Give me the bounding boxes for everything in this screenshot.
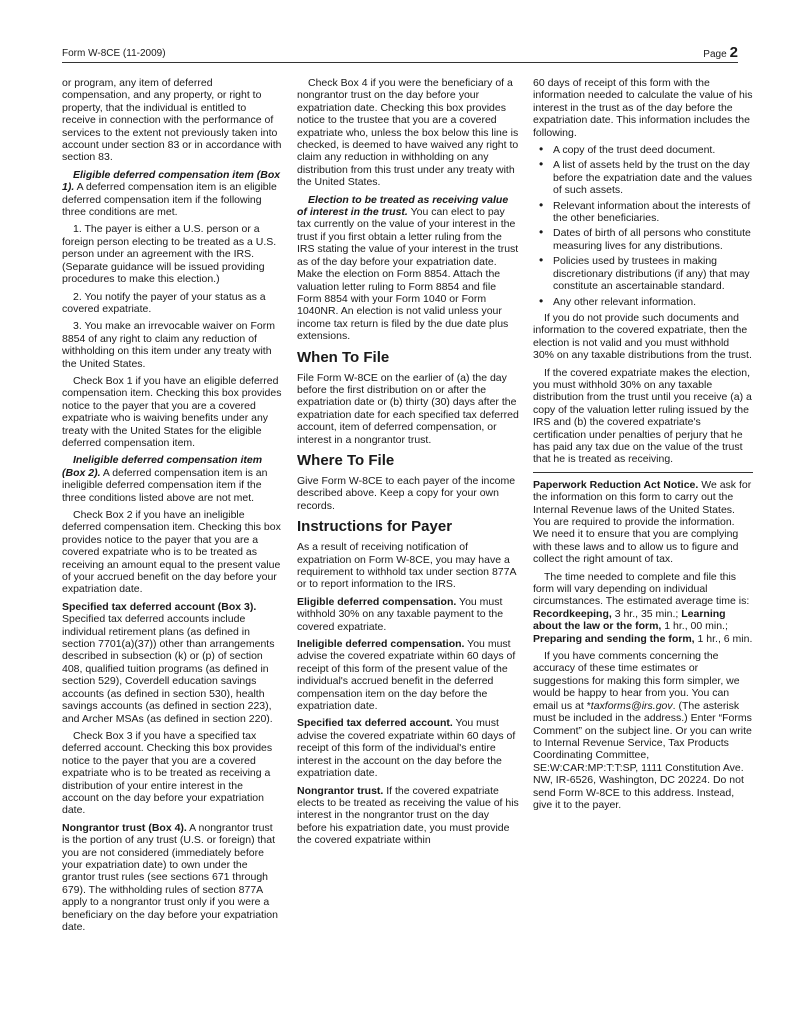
- paragraph: 1. The payer is either a U.S. person or a foreign person electing to be treated as a U.S. person under an agreement with the IRS. (Separate guidance will be issued providing procedures to make this election.): [62, 223, 277, 286]
- subheading: Paperwork Reduction Act Notice.: [533, 478, 699, 491]
- subheading: Ineligible deferred compensation item (Box 2).: [62, 454, 263, 479]
- paragraph: Specified tax deferred account. You must advise the covered expatriate within 60 days of receipt of this form of the individual's entire interest in the account on the day before the expatriation date.: [297, 717, 516, 780]
- paragraph: Eligible deferred compensation. You must withhold 30% on any taxable payment to the covered expatriate.: [297, 595, 504, 633]
- paragraph: If you have comments concerning the accuracy of these time estimates or suggestions for making this form simpler, we would be happy to hear from you. You can email us at *taxforms@irs.gov. (The asterisk must be included in the address.) Enter “Forms Comment” on the subject line. Or you can write to Internal Revenue Service, Tax Products Coordinating Committee, SE:W:CAR:MP:T:T:SP, 1111 Constitution Ave. NW, IR-6526, Washington, DC 20224. Do not send Form W-8CE to this address. Instead, give it to the payer.: [533, 650, 752, 811]
- subheading: Election to be treated as receiving value of interest in the trust.: [297, 193, 509, 219]
- page-number: [703, 44, 738, 61]
- list-item: • A copy of the trust deed document.: [533, 144, 753, 156]
- email-link[interactable]: taxforms@irs.gov: [590, 699, 673, 712]
- list-item: • Dates of birth of all persons who constitute measuring lives for any distributions.: [533, 227, 753, 252]
- page-header: [62, 44, 738, 63]
- paragraph: If you do not provide such documents and information to the covered expatriate, then the election is not valid and you must withhold 30% on any taxable distributions from the trust.: [533, 311, 752, 362]
- section-heading-instructions-for-payer: Instructions for Payer: [297, 518, 453, 536]
- list-item: • Policies used by trustees in making discretionary distributions (if any) that may constitute an ascertainable standard.: [533, 255, 753, 292]
- column-1: [62, 77, 282, 938]
- form-id: Form W-8CE (11-2009): [62, 48, 166, 59]
- paragraph: Paperwork Reduction Act Notice. We ask for the information on this form to carry out the Internal Revenue laws of the United States. You are required to provide the information. We need it to ensure that you are complying with these laws and to allow us to figure and collect the right amount of tax.: [533, 478, 752, 566]
- section-heading-when-to-file: When To File: [297, 348, 390, 366]
- page-number-value: 2: [729, 44, 738, 61]
- paragraph: Ineligible deferred compensation. You must advise the covered expatriate within 60 days of receipt of this form of the present value of the individual's accrued benefit in the deferred compensation item on the day before the expatriation date.: [297, 638, 516, 713]
- paragraph: File Form W-8CE on the earlier of (a) the day before the first distribution on or after the expatriation date or (b) thirty (30) days after the expatriation date for each specified tax deferred account, item of deferred compensation, or interest in a nongrantor trust.: [297, 371, 519, 446]
- paragraph: Give Form W-8CE to each payer of the income described above. Keep a copy for your own records.: [297, 474, 516, 512]
- paragraph: Nongrantor trust. If the covered expatriate elects to be treated as receiving the value of his interest in the nongrantor trust on the day before his expatriation date, you must provide the covered expatriate within: [297, 784, 519, 847]
- section-heading-where-to-file: Where To File: [297, 451, 395, 469]
- section-divider: [533, 472, 753, 473]
- subheading: Ineligible deferred compensation.: [297, 638, 465, 651]
- paragraph: or program, any item of deferred compensation, and any property, or right to property, that the individual is entitled to receive in connection with the performance of services to the extent not previously taken into account under section 83 or in accordance with section 83.: [62, 77, 282, 164]
- subheading: Nongrantor trust (Box 4).: [62, 821, 187, 834]
- paragraph: If the covered expatriate makes the election, you must withhold 30% on any taxable distribution from the trust until you receive (a) a copy of the valuation letter ruling issued by the IRS and (b) the covered expatriate's certification under penalties of perjury that he has paid any tax due on the value of the trust that he is treated as receiving.: [533, 366, 752, 466]
- column-2: [297, 77, 519, 852]
- subheading: Specified tax deferred account (Box 3).: [62, 600, 257, 613]
- paragraph: Specified tax deferred account (Box 3). Specified tax deferred accounts include individual retirement plans (as defined in section 7701(a)(37)) other than arrangements described in subsection (k) or (p) of section 408, qualified tuition programs (as defined in section 529), Coverdell education savings accounts (as defined in section 530), health savings accounts (as defined in section 223), and Archer MSAs (as defined in section 220).: [62, 600, 275, 725]
- list-item: • A list of assets held by the trust on the day before the expatriation date and the values of such assets.: [533, 159, 753, 196]
- paragraph: 60 days of receipt of this form with the information needed to calculate the value of his interest in the trust as of the day before the expatriation date. This information includes the following.: [533, 77, 753, 139]
- paragraph: Ineligible deferred compensation item (Box 2). A deferred compensation item is an ineligible deferred compensation item if the three conditions listed above are not met.: [62, 454, 268, 504]
- paragraph: 2. You notify the payer of your status as a covered expatriate.: [62, 290, 266, 315]
- list-item: • Relevant information about the interests of the other beneficiaries.: [533, 200, 753, 225]
- paragraph: Nongrantor trust (Box 4). A nongrantor trust is the portion of any trust (U.S. or foreign) that you are not considered (immediately before your expatriation date) to own under the grantor trust rules (see sections 671 through 679). The withholding rules of section 877A apply to a nongrantor trust only if you were a beneficiary on the day before your expatriation date.: [62, 821, 278, 933]
- paragraph: Election to be treated as receiving value of interest in the trust. You can elect to pay tax currently on the value of your interest in the trust if you first obtain a letter ruling from the IRS stating the value of your interest in the trust as of the day before your expatriation date. Make the election on Form 8854. Attach the valuation letter ruling to Form 8854 and file Form 8854 with your Form 1040 or Form 1040NR. An election is not valid unless your income tax return is filed by the due date plus extensions.: [297, 193, 519, 343]
- page-label: Page: [703, 49, 727, 60]
- list-item: • Any other relevant information.: [533, 296, 753, 308]
- paragraph: Check Box 3 if you have a specified tax deferred account. Checking this box provides notice to the payer that you are a covered expatriate who is to be treated as receiving a distribution of your entire interest in the account on the day before your expatriation date.: [62, 729, 273, 817]
- subheading: Eligible deferred compensation.: [297, 595, 457, 608]
- column-3: [533, 77, 753, 816]
- subheading: Nongrantor trust.: [297, 784, 384, 797]
- paragraph: Check Box 4 if you were the beneficiary of a nongrantor trust on the day before your expatriation date. Checking this box provides notice to the trustee that you are a covered expatriate who, unless the box below this line is checked, is deemed to have waived any right to claim any reduction in withholding on any distribution from this trust under any treaty with the United States.: [297, 77, 519, 189]
- subheading: Specified tax deferred account.: [297, 717, 453, 730]
- info-list: [533, 144, 753, 308]
- paragraph: 3. You make an irrevocable waiver on Form 8854 of any right to claim any reduction of withholding on this item under any treaty with the United States.: [62, 320, 275, 370]
- paragraph: Check Box 1 if you have an eligible deferred compensation item. Checking this box provides notice to the payer that you are a covered expatriate who is waiving benefits under any treaty with the United States for the eligible deferred compensation item.: [62, 374, 282, 449]
- paragraph: As a result of receiving notification of expatriation on Form W-8CE, you may have a requirement to withhold tax under section 877A or to report information to the IRS.: [297, 541, 516, 591]
- paragraph: The time needed to complete and file this form will vary depending on individual circumstances. The estimated average time is: Recordkeeping, 3 hr., 35 min.; Learning about the law or the form, 1 hr., 00 min.; Preparing and sending the form, 1 hr., 6 min.: [533, 570, 753, 645]
- subheading: Eligible deferred compensation item (Box 1).: [62, 168, 281, 194]
- paragraph: Eligible deferred compensation item (Box 1). A deferred compensation item is an eligible deferred compensation item if the following three conditions are met.: [62, 168, 281, 219]
- paragraph: Check Box 2 if you have an ineligible deferred compensation item. Checking this box provides notice to the payer that you are a covered expatriate who is to be treated as receiving an amount equal to the present value of your accrued benefit on the day before your expatriation date.: [62, 509, 281, 596]
